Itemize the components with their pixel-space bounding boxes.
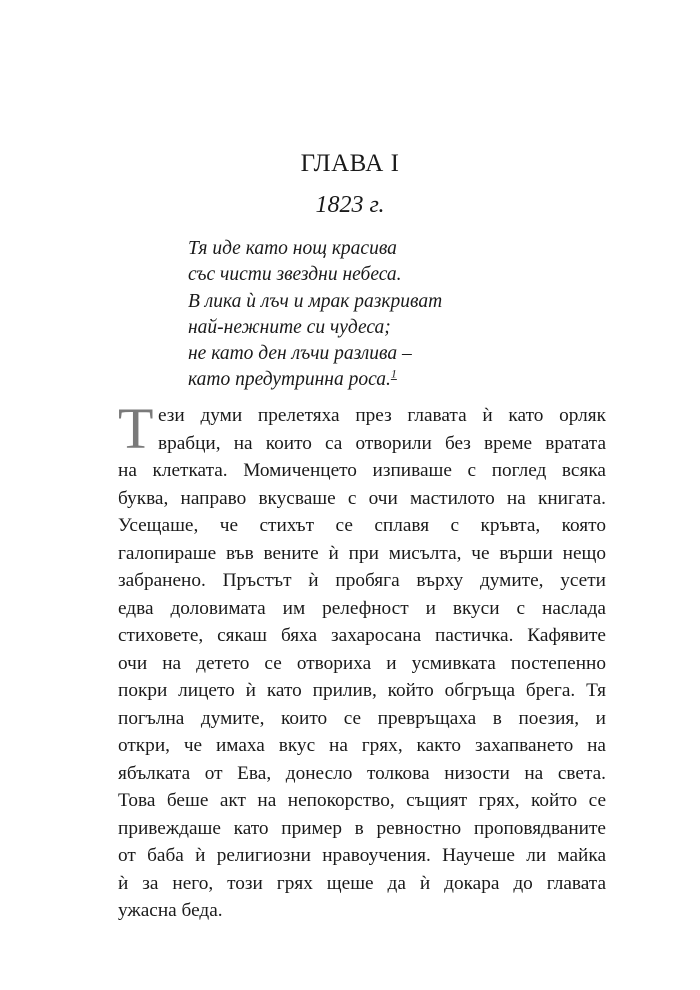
- poem-line: В лика ѝ лъч и мрак разкриват: [188, 290, 443, 312]
- text-line: галопираше във вените ѝ при мисълта, че върши нещо: [118, 542, 606, 564]
- text-line: откри, че имаха вкус на грях, както захапването на: [118, 735, 606, 756]
- epigraph-poem: [188, 236, 608, 394]
- text-line: Това беше акт на непокорство, същият грях, който се: [118, 790, 606, 811]
- text-line: ѝ за него, този грях щеше да ѝ докара до главата: [118, 872, 606, 894]
- text-line: от баба ѝ религиозни нравоучения. Научеше ли майка: [118, 845, 606, 866]
- text-line: покри лицето ѝ като прилив, който обгръща брега. Тя: [118, 680, 606, 701]
- poem-line: Тя иде като нощ красива: [188, 238, 397, 259]
- text-line: ябълката от Ева, донесло толкова низости на света.: [118, 762, 606, 784]
- text-line: очи на детето се отвориха и усмивката постепенно: [118, 652, 606, 674]
- chapter-date: 1823 г.: [315, 192, 385, 218]
- poem-line: най-нежните си чудеса;: [188, 316, 391, 338]
- text-line: едва доловимата им релефност и вкуси с наслада: [118, 597, 606, 619]
- drop-cap: Т: [118, 396, 154, 461]
- text-line: стиховете, сякаш бяха захаросана пастичка. Кафявите: [118, 625, 606, 646]
- text-line: привеждаше като пример в ревностно проповядваните: [118, 817, 606, 839]
- poem-line-last: [188, 367, 608, 393]
- text-line: врабци, на които са отворили без време вратата: [158, 432, 606, 454]
- text-line: буква, направо вкусваше с очи мастилото на книгата.: [118, 487, 606, 509]
- poem-line: не като ден лъчи разлива –: [188, 343, 412, 365]
- body-paragraph: [118, 396, 606, 925]
- text-line: на клетката. Момиченцето изпиваше с поглед всяка: [118, 460, 606, 481]
- poem-line-text: като предутринна роса.: [188, 369, 391, 391]
- text-line: Усещаше, че стихът се сплавя с кръвта, която: [118, 515, 606, 536]
- text-line: забранено. Пръстът ѝ пробяга върху думите, усети: [118, 570, 606, 591]
- text-line: ужасна беда.: [118, 900, 223, 921]
- text-line-content: ези думи прелетяха през главата ѝ като орляк: [158, 405, 606, 426]
- text-line: погълна думите, които се превръщаха в поезия, и: [118, 707, 606, 729]
- chapter-title: ГЛАВА I: [300, 150, 400, 177]
- footnote-link[interactable]: 1: [390, 366, 397, 381]
- poem-line: със чисти звездни небеса.: [188, 264, 402, 286]
